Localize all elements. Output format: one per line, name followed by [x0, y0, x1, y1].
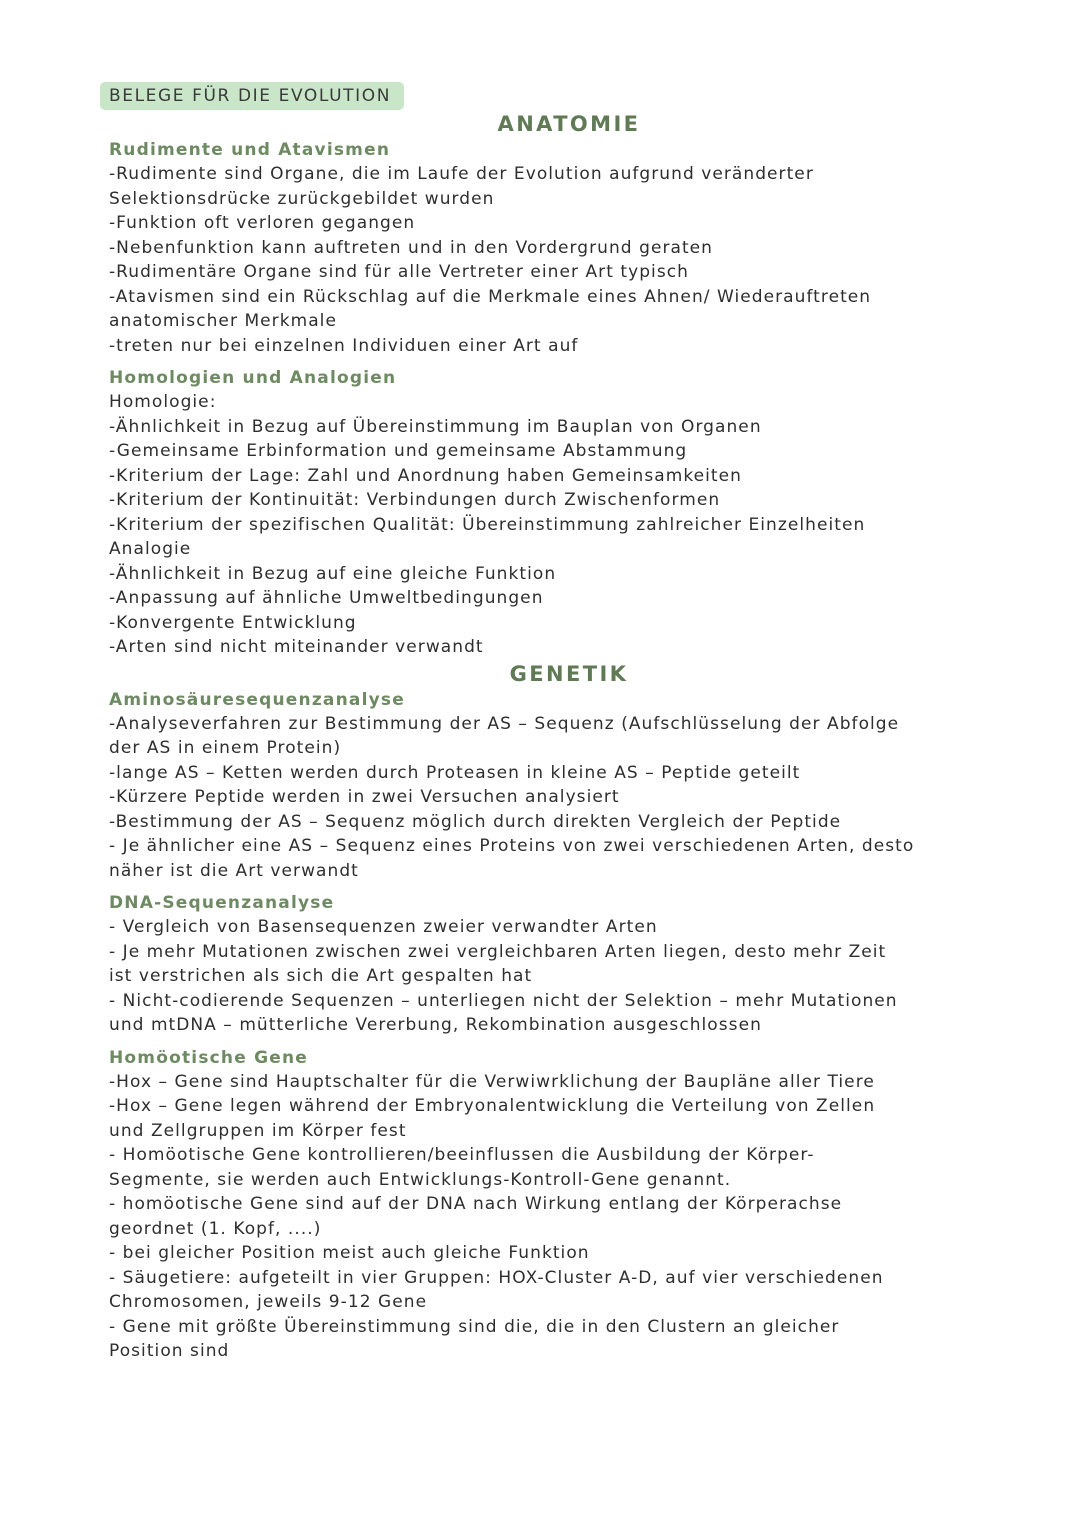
text-line: -Ähnlichkeit in Bezug auf Übereinstimmung im Bauplan von Organen — [109, 416, 762, 437]
text-line: -Atavismen sind ein Rückschlag auf die Merkmale eines Ahnen/ Wiederauftreten — [109, 286, 872, 307]
text-line: -Kriterium der Kontinuität: Verbindungen durch Zwischenformen — [109, 490, 721, 510]
text-line: geordnet (1. Kopf, ....) — [109, 1218, 322, 1239]
text-block-dna — [109, 915, 1029, 1038]
text-line: -Rudimentäre Organe sind für alle Vertreter einer Art typisch — [109, 262, 689, 282]
text-line: und mtDNA – mütterliche Vererbung, Rekombination ausgeschlossen — [109, 1015, 762, 1035]
text-block-homologien — [109, 390, 1029, 660]
text-line: Analogie — [109, 539, 192, 559]
text-line: Homologie: — [109, 392, 217, 412]
text-block-aminosaeure — [109, 712, 1029, 884]
text-line: Chromosomen, jeweils 9-12 Gene — [109, 1292, 428, 1312]
section-title-anatomie: ANATOMIE — [497, 112, 641, 136]
text-line: -Gemeinsame Erbinformation und gemeinsame Abstammung — [109, 441, 688, 461]
text-line: -Anpassung auf ähnliche Umweltbedingungen — [109, 588, 544, 608]
text-line: und Zellgruppen im Körper fest — [109, 1120, 407, 1141]
text-line: Selektionsdrücke zurückgebildet wurden — [109, 188, 495, 209]
text-line: - Nicht-codierende Sequenzen – unterliegen nicht der Selektion – mehr Mutationen — [109, 990, 898, 1011]
text-line: der AS in einem Protein) — [109, 738, 342, 758]
text-line: -Analyseverfahren zur Bestimmung der AS – Sequenz (Aufschlüsselung der Abfolge — [109, 713, 900, 734]
subheading-dna: DNA-Sequenzanalyse — [109, 893, 335, 913]
text-line: - Gene mit größte Übereinstimmung sind die, die in den Clustern an gleicher — [109, 1316, 840, 1337]
text-line: -Kürzere Peptide werden in zwei Versuchen analysiert — [109, 787, 620, 807]
text-block-rudimente — [109, 162, 1029, 358]
subheading-homologien: Homologien und Analogien — [109, 368, 397, 388]
text-line: - Säugetiere: aufgeteilt in vier Gruppen: HOX-Cluster A-D, auf vier verschiedenen — [109, 1267, 884, 1288]
text-line: -Hox – Gene legen während der Embryonalentwicklung die Verteilung von Zellen — [109, 1096, 876, 1116]
section-title-genetik: GENETIK — [509, 661, 629, 686]
text-line: -Ähnlichkeit in Bezug auf eine gleiche Funktion — [109, 563, 557, 584]
text-line: - homöotische Gene sind auf der DNA nach Wirkung entlang der Körperachse — [109, 1194, 843, 1214]
text-line: - Vergleich von Basensequenzen zweier verwandter Arten — [109, 917, 658, 937]
text-line: -Bestimmung der AS – Sequenz möglich durch direkten Vergleich der Peptide — [109, 811, 842, 832]
text-line: - bei gleicher Position meist auch gleiche Funktion — [109, 1243, 590, 1263]
text-line: - Je mehr Mutationen zwischen zwei vergleichbaren Arten liegen, desto mehr Zeit — [109, 941, 887, 962]
text-line: -Rudimente sind Organe, die im Laufe der Evolution aufgrund veränderter — [109, 164, 814, 184]
text-line: näher ist die Art verwandt — [109, 860, 359, 881]
text-line: Position sind — [109, 1341, 230, 1361]
text-line: -treten nur bei einzelnen Individuen einer Art auf — [109, 335, 579, 356]
subheading-aminosaeure: Aminosäuresequenzanalyse — [109, 689, 405, 710]
subheading-homoeotisch: Homöotische Gene — [109, 1047, 308, 1068]
text-line: -Arten sind nicht miteinander verwandt — [109, 637, 484, 657]
text-line: -Konvergente Entwicklung — [109, 612, 357, 633]
subheading-rudimente: Rudimente und Atavismen — [109, 140, 391, 160]
topic-tag: BELEGE FÜR DIE EVOLUTION — [100, 82, 404, 110]
text-line: ist verstrichen als sich die Art gespalten hat — [109, 966, 533, 986]
text-line: - Je ähnlicher eine AS – Sequenz eines Proteins von zwei verschiedenen Arten, desto — [109, 836, 915, 856]
text-line: Segmente, sie werden auch Entwicklungs-Kontroll-Gene genannt. — [109, 1169, 732, 1190]
text-line: -lange AS – Ketten werden durch Proteasen in kleine AS – Peptide geteilt — [109, 762, 801, 783]
text-line: -Kriterium der spezifischen Qualität: Übereinstimmung zahlreicher Einzelheiten — [109, 514, 866, 535]
text-line: anatomischer Merkmale — [109, 311, 337, 331]
text-line: -Kriterium der Lage: Zahl und Anordnung haben Gemeinsamkeiten — [109, 465, 742, 486]
text-line: -Nebenfunktion kann auftreten und in den Vordergrund geraten — [109, 237, 714, 258]
text-block-homoeotisch — [109, 1070, 1029, 1364]
text-line: -Hox – Gene sind Hauptschalter für die Verwiwrklichung der Baupläne aller Tiere — [109, 1071, 875, 1092]
text-line: - Homöotische Gene kontrollieren/beeinflussen die Ausbildung der Körper- — [109, 1145, 815, 1165]
text-line: -Funktion oft verloren gegangen — [109, 213, 416, 233]
document-page — [109, 82, 1029, 1364]
